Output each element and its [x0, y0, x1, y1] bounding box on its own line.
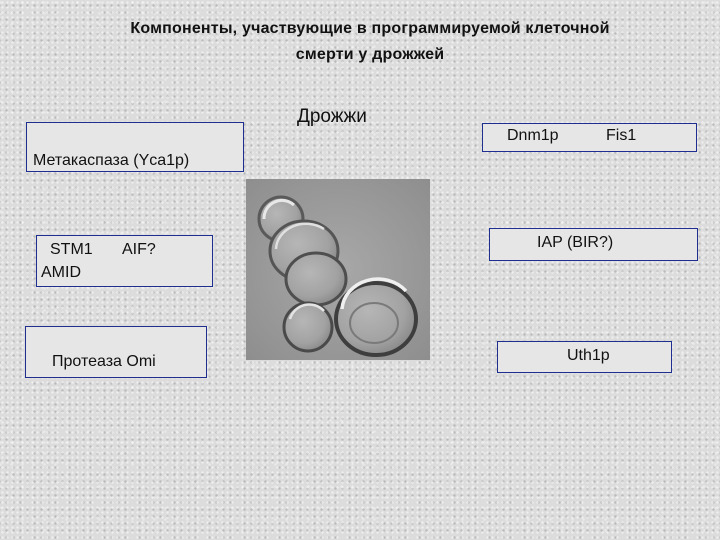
- title-line-1: Компоненты, участвующие в программируемой клеточной: [130, 20, 610, 37]
- label-stm1: STM1: [50, 241, 93, 258]
- slide-title: [60, 16, 680, 68]
- label-aif: AIF?: [122, 241, 156, 258]
- yeast-cells-image: [246, 179, 430, 360]
- label-dnm1p: Dnm1p: [507, 127, 559, 144]
- label-amid: AMID: [41, 264, 81, 281]
- label-iap: IAP (BIR?): [537, 234, 614, 251]
- yeast-cells-drawing: [246, 179, 430, 360]
- label-uth1p: Uth1p: [567, 347, 610, 364]
- label-omi: Протеаза Omi: [52, 353, 156, 370]
- center-label-yeast: Дрожжи: [297, 106, 367, 127]
- label-metacaspase: Метакаспаза (Yca1p): [33, 152, 190, 169]
- title-line-2: смерти у дрожжей: [295, 46, 445, 63]
- label-fis1: Fis1: [606, 127, 637, 144]
